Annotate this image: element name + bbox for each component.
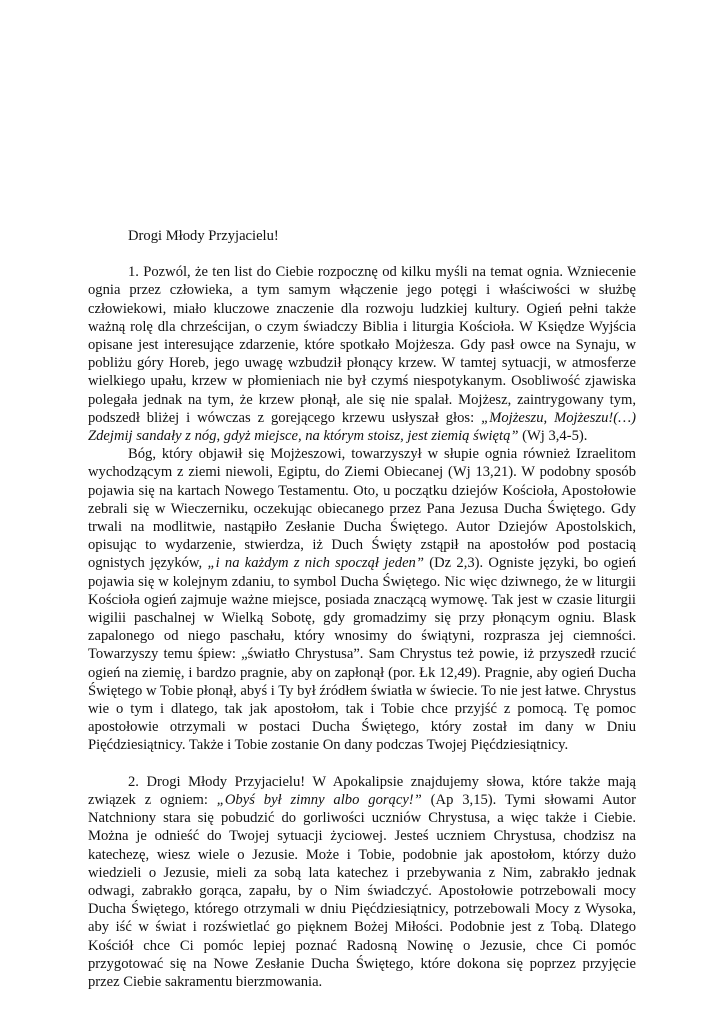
paragraph-3 — [88, 773, 636, 991]
paragraph-3-quote: „Obyś był zimny albo gorący!” — [216, 791, 422, 808]
paragraph-3-text-a: 2. Drogi Młody Przyjacielu! W Apokalipsie znajdujemy słowa, które także mają związek z ogniem: — [88, 773, 636, 808]
paragraph-3-text-b: (Ap 3,15). Tymi słowami Autor Natchniony stara się pobudzić do gorliwości uczniów Chrystusa, a więc także i Ciebie. Można je odnieść do Twojej sytuacji życiowej. Jesteś uczniem Chrystusa, chodzisz na katechezę, wiesz wiele o Jezusie. Może i Tobie, podobnie jak apostołom, którzy dużo wiedzieli o Jezusie, mieli za sobą lata katechez i przebywania z Nim, zabrakło jednak odwagi, zabrakło gorąca, zapału, by o Nim świadczyć. Apostołowie potrzebowali mocy Ducha Świętego, którego otrzymali w dniu Pięćdziesiątnicy, potrzebowali Mocy z Wysoka, aby iść w świat i rozświetlać go pięknem Bożej Miłości. Podobnie jest z Tobą. Dlatego Kościół chce Ci pomóc lepiej poznać Radosną Nowinę o Jezusie, chce Ci pomóc przygotować się na Nowe Zesłanie Ducha Świętego, które dokona się poprzez przyjęcie przez Ciebie sakramentu bierzmowania. — [88, 791, 637, 990]
paragraph-1 — [88, 263, 636, 445]
paragraph-1-text-b: (Wj 3,4-5). — [518, 428, 588, 445]
paragraph-1-text-a: 1. Pozwól, że ten list do Ciebie rozpocznę od kilku myśli na temat ognia. Wzniecenie ognia przez człowieka, a tym samym włączenie jego potęgi i właściwości w służbę człowiekowi, miało kluczowe znaczenie dla rozwoju ludzkiej kultury. Ogień pełni także ważną rolę dla chrześcijan, o czym świadczy Biblia i liturgia Kościoła. W Księdze Wyjścia opisane jest interesujące zdarzenie, które spotkało Mojżesza. Gdy pasł owce na Synaju, w pobliżu góry Horeb, jego uwagę wzbudził płonący krzew. W tamtej sytuacji, w atmosferze wielkiego upału, krzew w płomieniach nie był czymś niespotykanym. Osobliwość zjawiska polegała jednak na tym, że krzew płonął, ale się nie spalał. Mojżesz, zaintrygowany tym, podszedł bliżej i wówczas z gorejącego krzewu usłyszał głos: — [88, 264, 636, 426]
letter-greeting: Drogi Młody Przyjacielu! — [128, 228, 279, 244]
paragraph-1-quote: „Mojżeszu, Mojżeszu!(…) Zdejmij sandały z nóg, gdyż miejsce, na którym stoisz, jest ziemią świętą” — [88, 409, 636, 445]
paragraph-2-text-a: Bóg, który objawił się Mojżeszowi, towarzyszył w słupie ognia również Izraelitom wychodzącym z ziemi niewoli, Egiptu, do Ziemi Obiecanej (Wj 13,21). W podobny sposób pojawia się na kartach Nowego Testamentu. Oto, u początku dziejów Kościoła, Apostołowie zebrali się w Wieczerniku, oczekując obiecanego przez Pana Jezusa Ducha Świętego. Gdy trwali na modlitwie, nastąpiło Zesłanie Ducha Świętego. Autor Dziejów Apostolskich, opisując to wydarzenie, stwierdza, iż Duch Święty zstąpił na apostołów pod postacią ognistych języków, — [88, 446, 636, 572]
paragraph-2-text-b: (Dz 2,3). Ogniste języki, bo ogień pojawia się w kolejnym zdaniu, to symbol Ducha Świętego. Nic więc dziwnego, że w liturgii Kościoła ogień zajmuje ważne miejsce, posiada znaczącą wymowę. Tak jest w czasie liturgii wigilii paschalnej w Wielką Sobotę, gdy gromadzimy się przy płonącym ogniu. Blask zapalonego od niego paschału, który wnosimy do świątyni, rozprasza jej ciemności. Towarzyszy temu śpiew: „światło Chrystusa”. Sam Chrystus też powie, iż przyszedł rzucić ogień na ziemię, i bardzo pragnie, aby on zapłonął (por. Łk 12,49). Pragnie, aby ogień Ducha Świętego w Tobie płonął, abyś i Ty był źródłem światła w świecie. To nie jest łatwe. Chrystus wie o tym i dlatego, tak jak apostołom, tak i Tobie chce przyjść z pomocą. Tę pomoc apostołowie otrzymali w postaci Ducha Świętego, który został im dany w Dniu Pięćdziesiątnicy. Także i Tobie zostanie On dany podczas Twojej Pięćdziesiątnicy. — [88, 555, 636, 754]
paragraph-2 — [88, 445, 636, 754]
letter-body — [88, 227, 636, 991]
paragraph-2-quote: „i na każdym z nich spoczął jeden” — [207, 555, 424, 572]
